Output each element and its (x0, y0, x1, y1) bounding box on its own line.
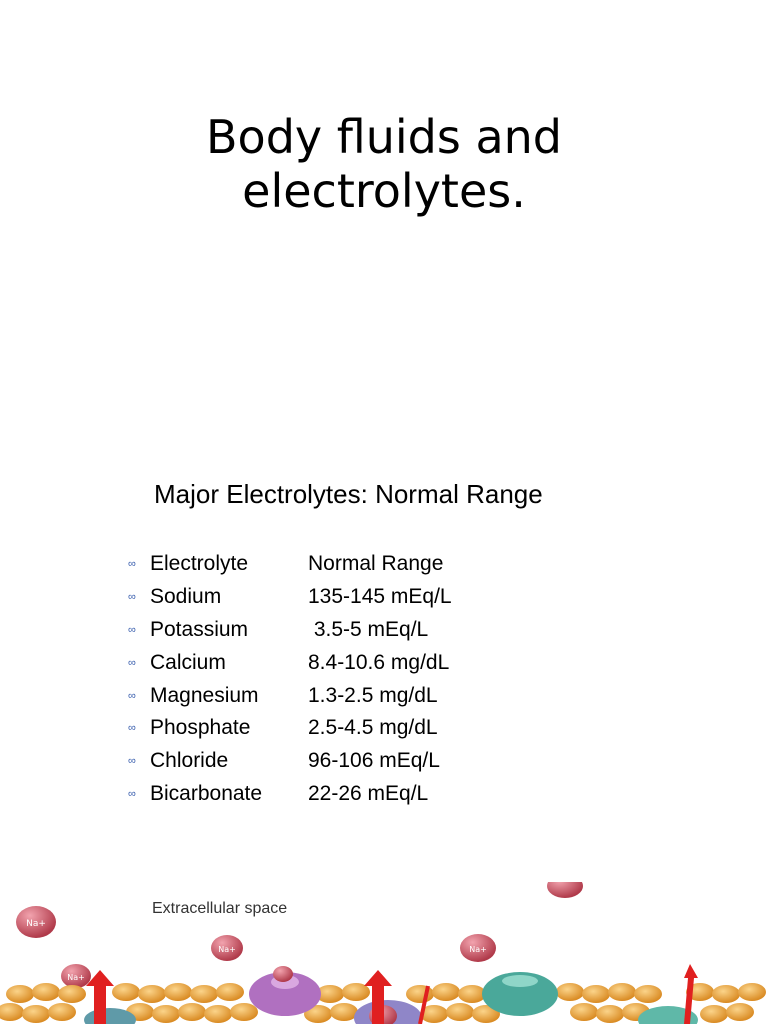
swirl-bullet-icon: ∞ (128, 787, 136, 800)
swirl-bullet-icon: ∞ (128, 755, 136, 768)
normal-range: 2.5-4.5 mg/dL (308, 716, 438, 740)
electrolyte-list (128, 548, 608, 810)
normal-range: 1.3-2.5 mg/dL (308, 683, 438, 707)
slide-title-line-2: electrolytes. (242, 164, 526, 218)
svg-text:Na+: Na+ (218, 945, 236, 954)
slide-heading: Major Electrolytes: Normal Range (154, 479, 543, 509)
list-item (128, 581, 608, 614)
sodium-ion (547, 882, 583, 898)
list-item (128, 548, 608, 581)
swirl-bullet-icon: ∞ (128, 558, 136, 571)
normal-range: 3.5-5 mEq/L (308, 617, 429, 641)
svg-text:Na+: Na+ (67, 973, 85, 982)
list-item (128, 778, 608, 811)
list-item (128, 646, 608, 679)
normal-range: 135-145 mEq/L (308, 585, 452, 609)
list-item (128, 614, 608, 647)
channel-protein (482, 972, 558, 1016)
sodium-ion (460, 934, 496, 962)
normal-range: Normal Range (308, 552, 444, 576)
sodium-ion (211, 935, 243, 961)
electrolyte-slide (0, 460, 768, 880)
swirl-bullet-icon: ∞ (128, 623, 136, 636)
electrolyte-name: Potassium (150, 617, 249, 641)
sodium-ion (273, 966, 293, 982)
electrolyte-name: Phosphate (150, 716, 251, 740)
swirl-bullet-icon: ∞ (128, 591, 136, 604)
list-item (128, 679, 608, 712)
swirl-bullet-icon: ∞ (128, 689, 136, 702)
electrolyte-name: Electrolyte (150, 552, 249, 576)
normal-range: 8.4-10.6 mg/dL (308, 650, 450, 674)
svg-text:Na+: Na+ (469, 945, 487, 954)
extracellular-space-label: Extracellular space (152, 900, 288, 917)
sodium-ion (61, 964, 91, 988)
normal-range: 22-26 mEq/L (308, 781, 429, 805)
membrane-illustration-slide (0, 882, 768, 1024)
svg-text:Na+: Na+ (26, 919, 46, 929)
title-slide (0, 0, 768, 440)
slide-title-line-1: Body fluids and (206, 110, 562, 164)
electrolyte-name: Sodium (150, 585, 222, 609)
electrolyte-name: Calcium (150, 650, 226, 674)
list-item (128, 745, 608, 778)
electrolyte-name: Chloride (150, 749, 229, 773)
slide-title (0, 110, 768, 218)
electrolyte-name: Magnesium (150, 683, 259, 707)
swirl-bullet-icon: ∞ (128, 722, 136, 735)
cell-membrane-illustration (0, 882, 768, 1024)
electrolyte-name: Bicarbonate (150, 781, 263, 805)
swirl-bullet-icon: ∞ (128, 656, 136, 669)
sodium-ion (16, 906, 56, 938)
normal-range: 96-106 mEq/L (308, 749, 440, 773)
list-item (128, 712, 608, 745)
